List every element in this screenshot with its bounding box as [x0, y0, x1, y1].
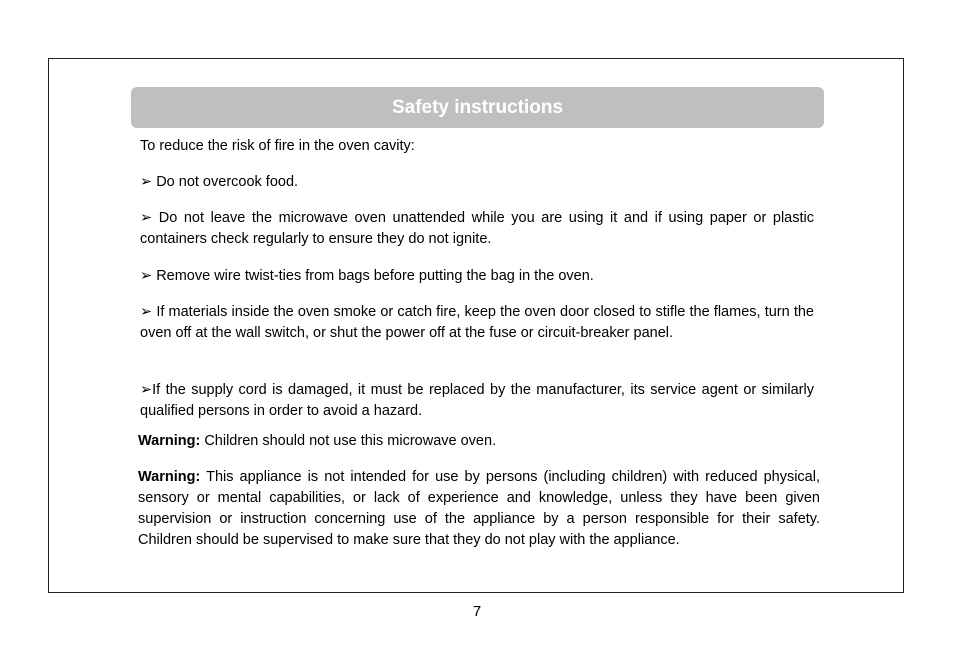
- bullet-arrow-icon: ➢: [140, 174, 153, 190]
- warning-paragraph: [138, 431, 820, 452]
- bullet-item: [140, 302, 814, 344]
- warning-text: Children should not use this microwave oven.: [204, 433, 497, 449]
- page-number: 7: [472, 603, 482, 620]
- warning-paragraph: [138, 467, 820, 551]
- bullet-item: [140, 172, 814, 193]
- bullet-text: If materials inside the oven smoke or catch fire, keep the oven door closed to stifle the flames, turn the oven off at the wall switch, or shut the power off at the fuse or circuit-breaker panel.: [140, 304, 814, 341]
- bullet-item: [140, 380, 814, 422]
- bullet-text: Do not leave the microwave oven unattended while you are using it and if using paper or plastic containers check regularly to ensure they do not ignite.: [140, 210, 814, 247]
- bullet-text: Do not overcook food.: [156, 174, 299, 190]
- bullet-arrow-icon: ➢: [140, 210, 153, 226]
- bullet-arrow-icon: ➢: [140, 268, 153, 284]
- bullet-text: Remove wire twist-ties from bags before putting the bag in the oven.: [156, 268, 594, 284]
- warning-label: Warning:: [138, 433, 201, 449]
- section-header: [131, 87, 824, 128]
- section-title: Safety instructions: [391, 96, 564, 118]
- bullet-text: If the supply cord is damaged, it must be replaced by the manufacturer, its service agent or similarly qualified persons in order to avoid a hazard.: [140, 382, 814, 419]
- bullet-item: [140, 208, 814, 250]
- intro-text: To reduce the risk of fire in the oven cavity:: [140, 138, 415, 154]
- warning-label: Warning:: [138, 469, 201, 485]
- bullet-item: [140, 266, 814, 287]
- bullet-arrow-icon: ➢: [140, 382, 153, 398]
- bullet-arrow-icon: ➢: [140, 304, 153, 320]
- warning-text: This appliance is not intended for use by persons (including children) with reduced physical, sensory or mental capabilities, or lack of experience and knowledge, unless they have been given supervision or instruction concerning use of the appliance by a person responsible for their safety. Children should be supervised to make sure that they do not play with the appliance.: [138, 469, 820, 548]
